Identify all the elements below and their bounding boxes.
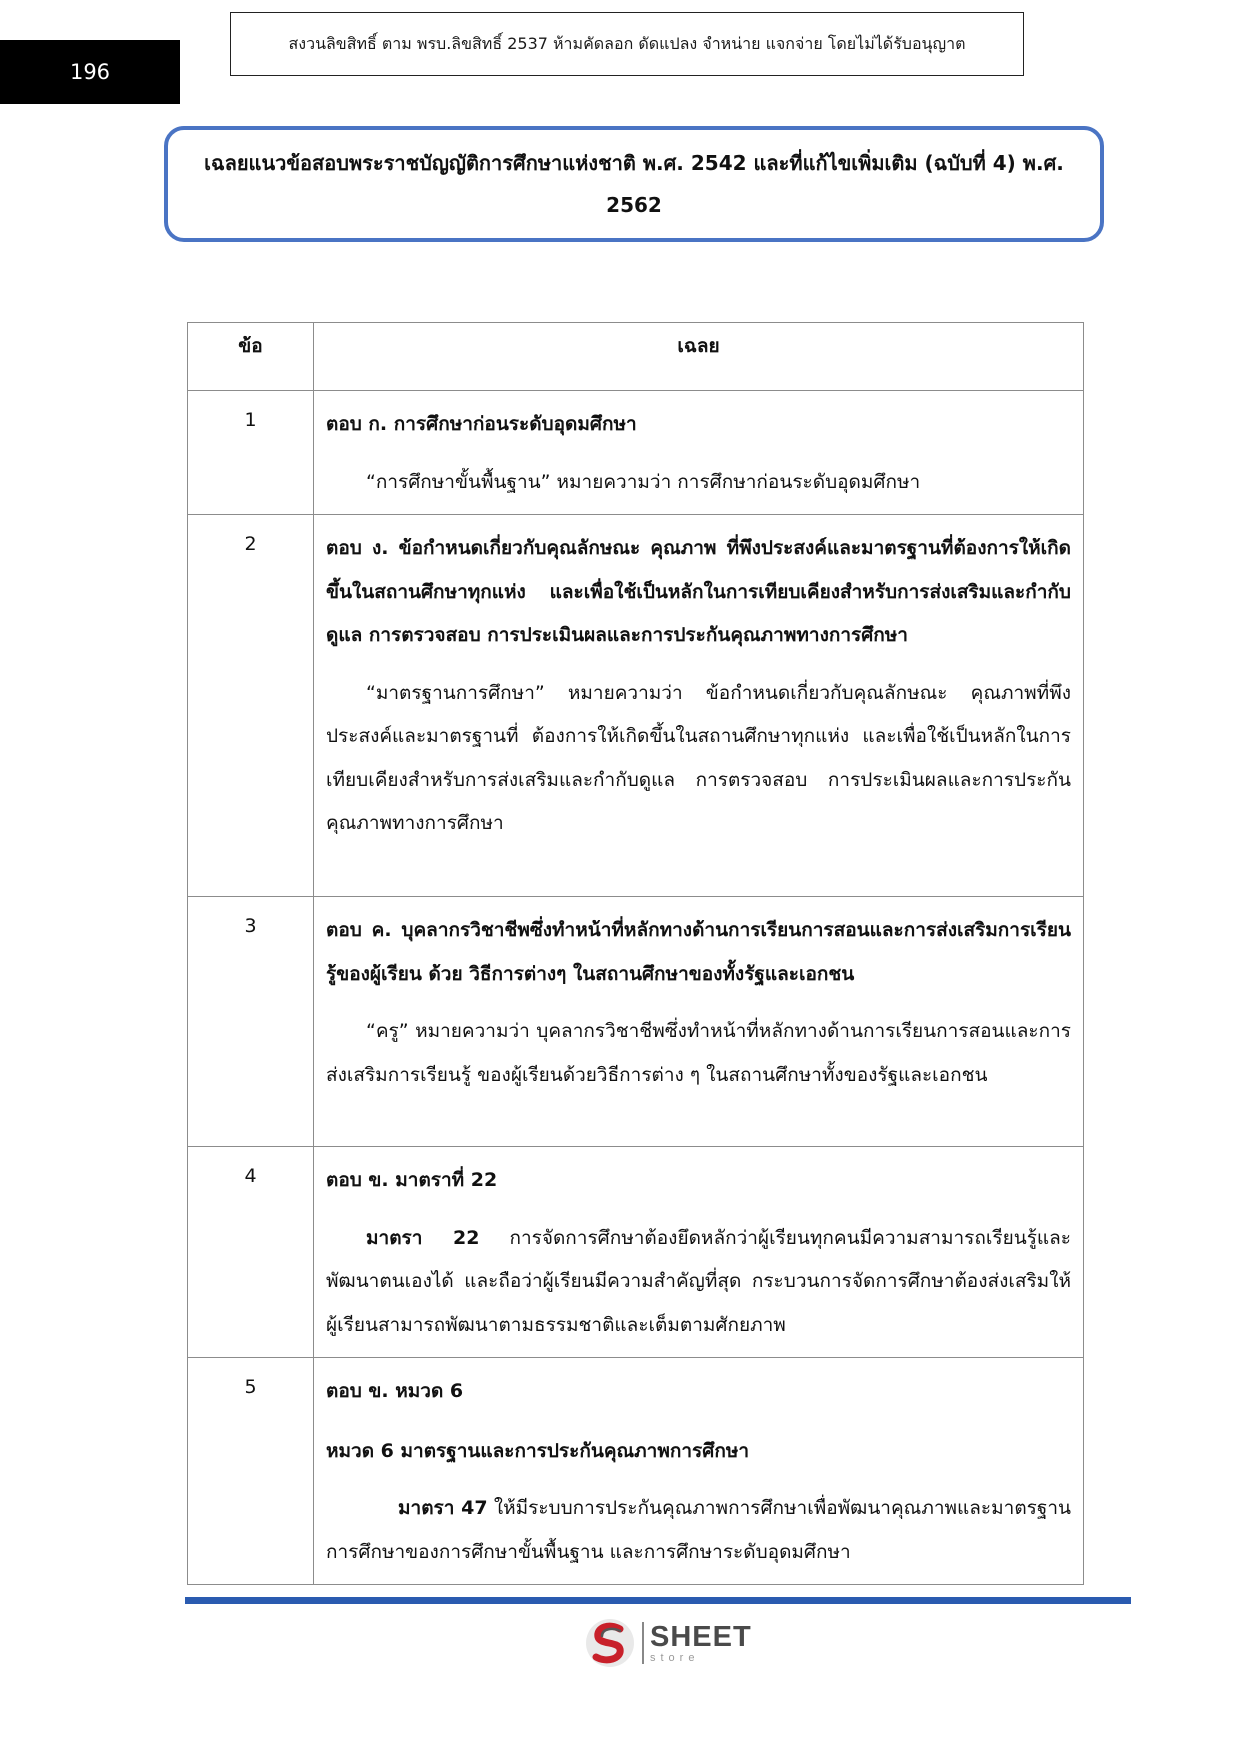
logo-subtitle: store	[650, 1651, 700, 1664]
table-row	[188, 1147, 1084, 1358]
copyright-notice: สงวนลิขสิทธิ์ ตาม พรบ.ลิขสิทธิ์ 2537 ห้ามคัดลอก ดัดแปลง จำหน่าย แจกจ่าย โดยไม่ได้รับอนุญาต	[230, 12, 1024, 76]
logo-wordmark: SHEET	[650, 1620, 752, 1653]
answer-choice: ตอบ ก. การศึกษาก่อนระดับอุดมศึกษา	[326, 413, 637, 435]
question-number: 3	[188, 897, 314, 1147]
answer-explanation: “ครู” หมายความว่า บุคลากรวิชาชีพซึ่งทำหน้าที่หลักทางด้านการเรียนการสอนและการส่งเสริมการเรียนรู้ ของผู้เรียนด้วยวิธีการต่าง ๆ ในสถานศึกษาทั้งของรัฐและเอกชน	[326, 1020, 1071, 1086]
answer-table	[187, 322, 1084, 1585]
logo-separator	[642, 1622, 644, 1664]
chapter-heading: หมวด 6 มาตรฐานและการประกันคุณภาพการศึกษา	[326, 1439, 750, 1462]
question-number: 5	[188, 1358, 314, 1585]
answer-cell	[314, 897, 1084, 1147]
answer-explanation: “มาตรฐานการศึกษา” หมายความว่า ข้อกำหนดเกี่ยวกับคุณลักษณะ คุณภาพที่พึงประสงค์และมาตรฐานที่ ต้องการให้เกิดขึ้นในสถานศึกษาทุกแห่ง และเพื่อใช้เป็นหลักในการเทียบเคียงสำหรับการส่งเสริมและกำกับดูแล การตรวจสอบ การประเมินผลและการประกันคุณภาพทางการศึกษา	[326, 681, 1071, 834]
table-row	[188, 515, 1084, 897]
table-row	[188, 897, 1084, 1147]
section-label: มาตรา 22	[366, 1226, 480, 1249]
answer-cell	[314, 1358, 1084, 1585]
explanation-text: ให้มีระบบการประกันคุณภาพการศึกษาเพื่อพัฒนาคุณภาพและมาตรฐานการศึกษาของการศึกษาขั้นพื้นฐาน และการศึกษาระดับอุดมศึกษา	[326, 1497, 1072, 1563]
answer-choice: ตอบ ข. หมวด 6	[326, 1380, 464, 1402]
table-row	[188, 1358, 1084, 1585]
footer-divider	[185, 1597, 1131, 1604]
answer-choice: ตอบ ค. บุคลากรวิชาชีพซึ่งทำหน้าที่หลักทางด้านการเรียนการสอนและการส่งเสริมการเรียนรู้ของผู้เรียน ด้วย วิธีการต่างๆ ในสถานศึกษาของทั้งรัฐและเอกชน	[326, 919, 1071, 985]
column-header-answer: เฉลย	[314, 323, 1084, 391]
logo-text	[650, 1620, 752, 1664]
page-title: เฉลยแนวข้อสอบพระราชบัญญัติการศึกษาแห่งชาติ พ.ศ. 2542 และที่แก้ไขเพิ่มเติม (ฉบับที่ 4) พ.ศ. 2562	[204, 151, 1064, 217]
answer-explanation	[326, 1487, 1071, 1574]
question-number: 2	[188, 515, 314, 897]
answer-choice: ตอบ ข. มาตราที่ 22	[326, 1169, 498, 1191]
table-row	[188, 391, 1084, 515]
sheet-store-s-icon	[584, 1617, 636, 1669]
answer-cell	[314, 1147, 1084, 1358]
section-label: มาตรา 47	[398, 1497, 488, 1519]
column-header-number: ข้อ	[188, 323, 314, 391]
explanation-text: การจัดการศึกษาต้องยึดหลักว่าผู้เรียนทุกคนมีความสามารถเรียนรู้และพัฒนาตนเองได้ และถือว่าผู้เรียนมีความสำคัญที่สุด กระบวนการจัดการศึกษาต้องส่งเสริมให้ผู้เรียนสามารถพัฒนาตามธรรมชาติและเต็มตามศักยภาพ	[326, 1226, 1071, 1336]
table-header-row	[188, 323, 1084, 391]
answer-cell	[314, 391, 1084, 515]
question-number: 1	[188, 391, 314, 515]
sheet-store-logo	[584, 1617, 754, 1669]
answer-cell	[314, 515, 1084, 897]
answer-choice: ตอบ ง. ข้อกำหนดเกี่ยวกับคุณลักษณะ คุณภาพ ที่พึงประสงค์และมาตรฐานที่ต้องการให้เกิดขึ้นในสถานศึกษาทุกแห่ง และเพื่อใช้เป็นหลักในการเทียบเคียงสำหรับการส่งเสริมและกำกับดูแล การตรวจสอบ การประเมินผลและการประกันคุณภาพทางการศึกษา	[326, 537, 1071, 646]
page-number: 196	[0, 40, 180, 104]
question-number: 4	[188, 1147, 314, 1358]
page-title-box	[164, 126, 1104, 242]
answer-explanation: “การศึกษาขั้นพื้นฐาน” หมายความว่า การศึกษาก่อนระดับอุดมศึกษา	[366, 470, 921, 493]
answer-explanation	[326, 1217, 1071, 1348]
